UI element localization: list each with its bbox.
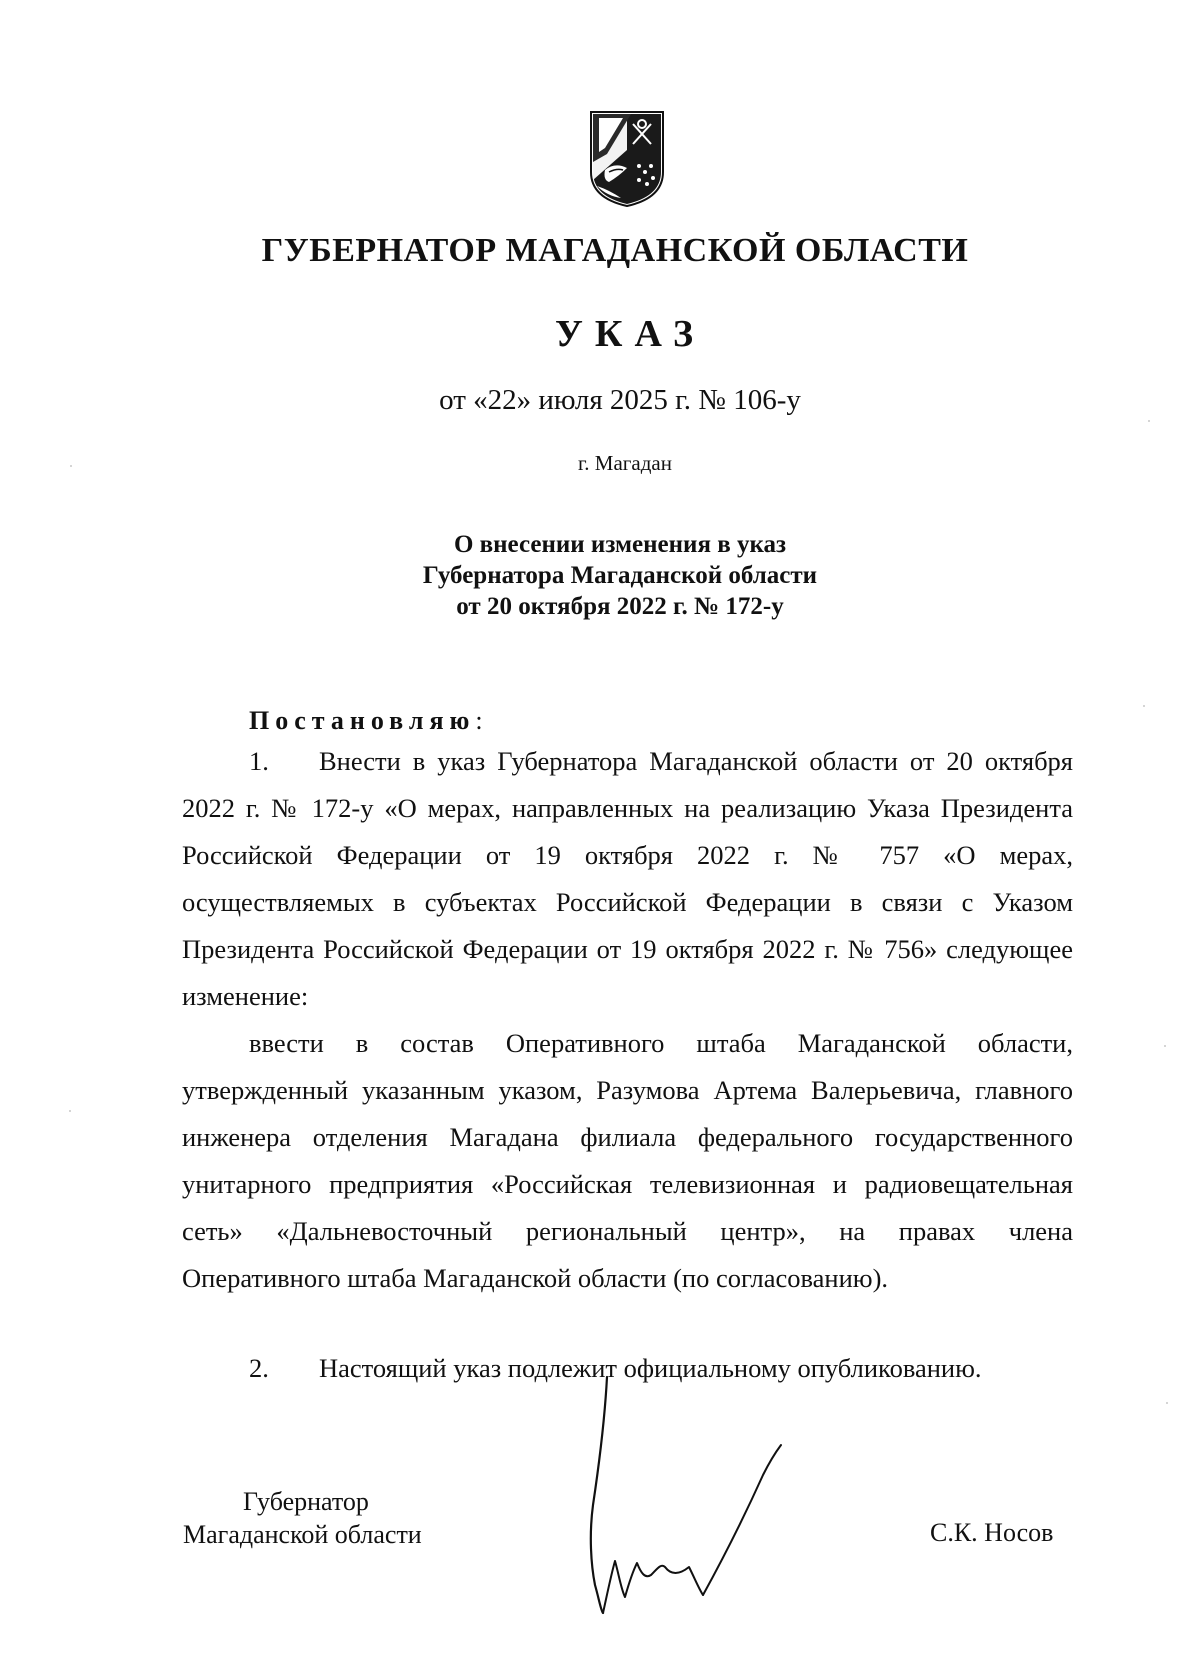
issuing-authority-title: ГУБЕРНАТОР МАГАДАНСКОЙ ОБЛАСТИ xyxy=(261,232,969,269)
scan-speck xyxy=(1166,1402,1168,1404)
coat-of-arms-icon xyxy=(587,110,667,208)
amendment-paragraph: ввести в состав Оперативного штаба Магаданской области, утвержденный указанным указом, Разумова Артема Валерьевича, главного инженера отделения Магадана филиала федерального государственного унитарного предприятия «Российская телевизионная и радиовещательная сеть» «Дальневосточный региональный центр», на правах члена Оперативного штаба Магаданской области (по согласованию). xyxy=(182,1028,1073,1293)
scan-speck xyxy=(1148,420,1150,422)
subject-line: от 20 октября 2022 г. № 172-у xyxy=(456,593,784,620)
resolution-word: Постановляю xyxy=(249,706,476,735)
document-type-title: УКАЗ xyxy=(555,313,705,355)
resolution-colon: : xyxy=(475,706,483,735)
position-line: Губернатор xyxy=(243,1487,369,1516)
decree-subject xyxy=(0,529,1200,622)
decree-date-number: от «22» июля 2025 г. № 106-у xyxy=(439,384,801,416)
position-line: Магаданской области xyxy=(183,1520,422,1549)
resolution-heading xyxy=(249,706,483,736)
item-text: Настоящий указ подлежит официальному опубликованию. xyxy=(319,1353,982,1383)
decree-item-1 xyxy=(182,738,1073,1020)
item-number: 2. xyxy=(249,1353,269,1383)
scan-speck xyxy=(1143,705,1145,707)
signatory-position xyxy=(183,1485,422,1551)
subject-line: Губернатора Магаданской области xyxy=(422,562,818,589)
item-number: 1. xyxy=(249,746,269,776)
signatory-name: С.К. Носов xyxy=(930,1518,1054,1547)
scan-speck xyxy=(69,1110,71,1112)
issue-city: г. Магадан xyxy=(578,451,672,475)
subject-line: О внесении изменения в указ xyxy=(453,531,787,558)
scan-speck xyxy=(1164,1045,1166,1047)
handwritten-signature-icon xyxy=(585,1375,795,1615)
item-text: Внести в указ Губернатора Магаданской области от 20 октября 2022 г. № 172-у «О мерах, направленных на реализацию Указа Президента Российской Федерации от 19 октября 2022 г. № 757 «О мерах, осуществляемых в субъектах Российской Федерации в связи с Указом Президента Российской Федерации от 19 октября 2022 г. № 756» следующее изменение: xyxy=(182,746,1073,1011)
